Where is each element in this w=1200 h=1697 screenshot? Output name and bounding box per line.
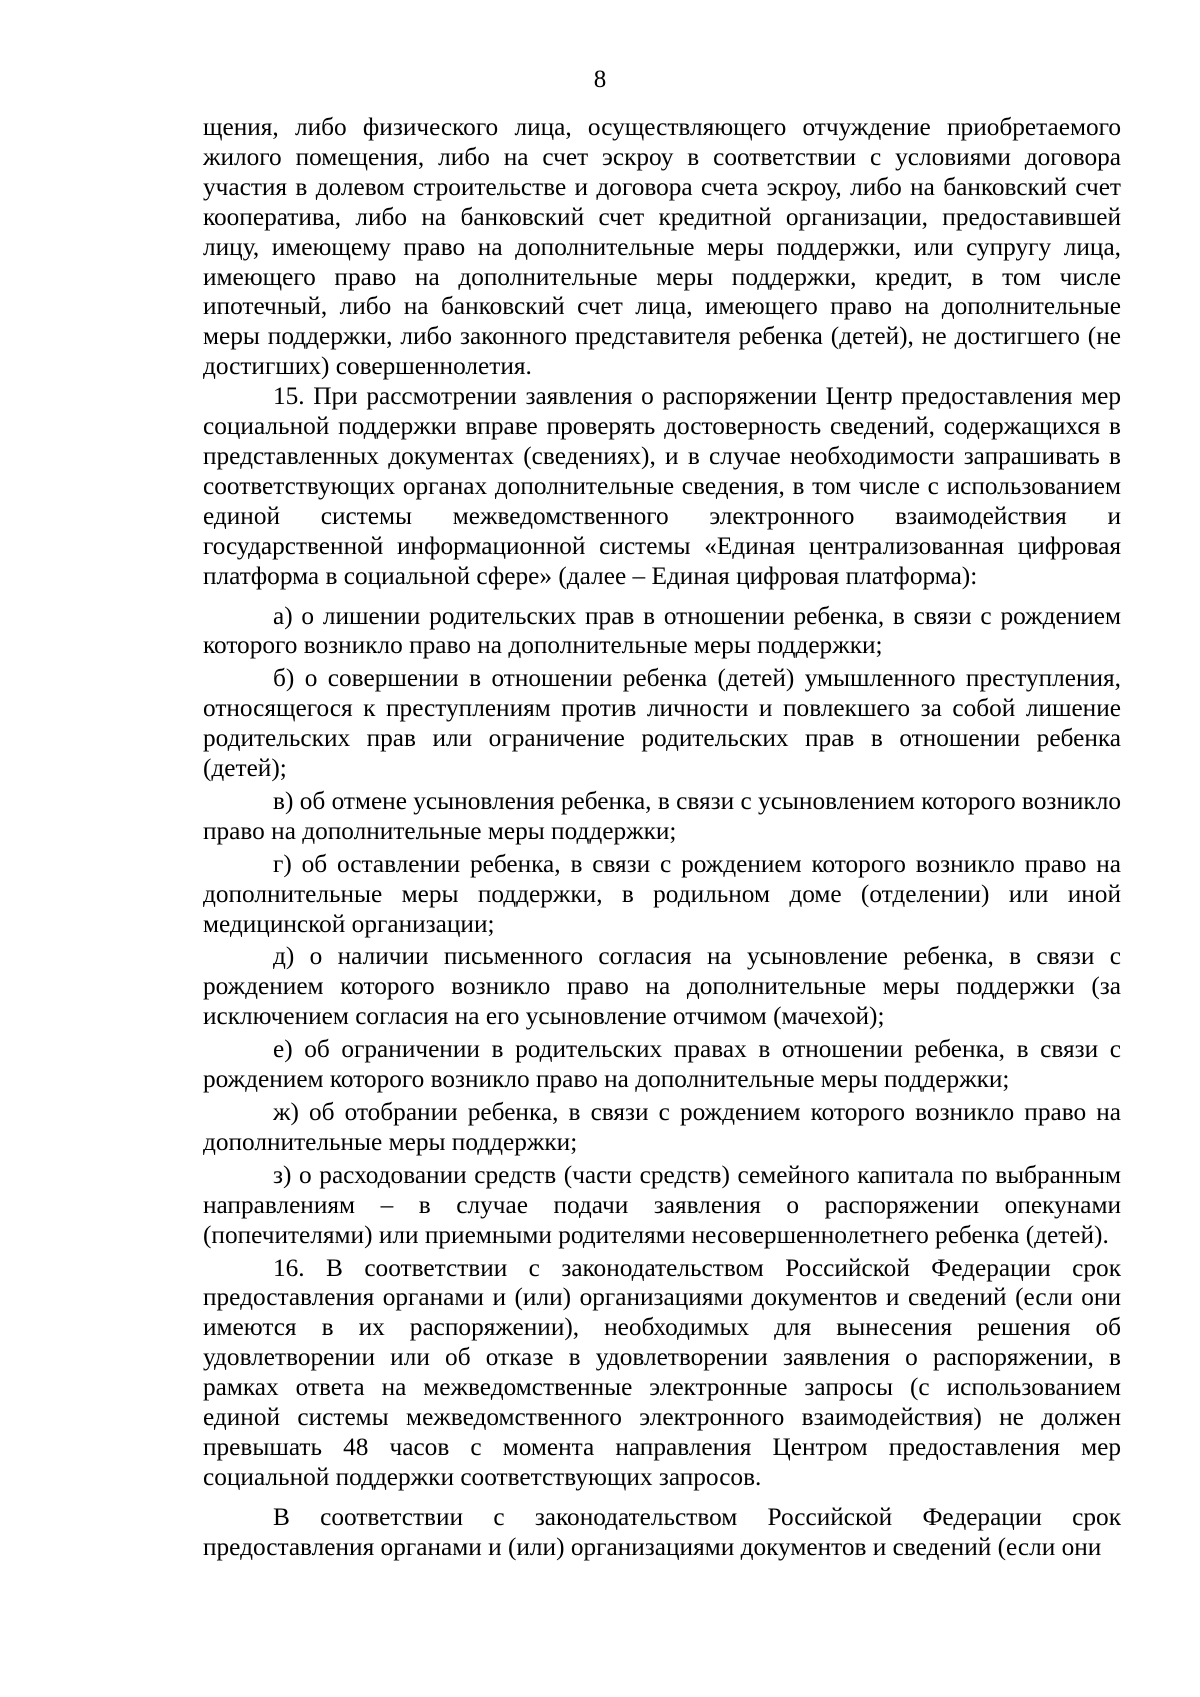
- paragraph-16: 16. В соответствии с законодательством Российской Федерации срок предоставления органами и (или) организациями документов и сведений (если они имеются в их распоряжении), необходимых для вынесения решения об удовлетворении или об отказе в удовлетворении заявления о распоряжении, в рамках ответа на межведомственные электронные запросы (с использованием единой системы межведомственного электронного взаимодействия) не должен превышать 48 часов с момента направления Центром предоставления мер социальной поддержки соответствующих запросов.: [203, 1253, 1121, 1491]
- paragraph: В соответствии с законодательством Российской Федерации срок предоставления органами и (или) организациями документов и сведений (если они: [203, 1502, 1121, 1561]
- list-item-v: в) об отмене усыновления ребенка, в связи с усыновлением которого возникло право на дополнительные меры поддержки;: [203, 786, 1121, 845]
- list-item-b: б) о совершении в отношении ребенка (детей) умышленного преступления, относящегося к преступлениям против личности и повлекшего за собой лишение родительских прав или ограничение родительских прав в отношении ребенка (детей);: [203, 664, 1121, 783]
- list-item-e: е) об ограничении в родительских правах в отношении ребенка, в связи с рождением которого возникло право на дополнительные меры поддержки;: [203, 1035, 1121, 1094]
- list-item-z: з) о расходовании средств (части средств) семейного капитала по выбранным направлениям – в случае подачи заявления о распоряжении опекунами (попечителями) или приемными родителями несовершеннолетнего ребенка (детей).: [203, 1160, 1121, 1249]
- list-item-d: д) о наличии письменного согласия на усыновление ребенка, в связи с рождением которого возникло право на дополнительные меры поддержки (за исключением согласия на его усыновление отчимом (мачехой);: [203, 942, 1121, 1031]
- paragraph: 15. При рассмотрении заявления о распоряжении Центр предоставления мер социальной поддержки вправе проверять достоверность сведений, содержащихся в представленных документах (сведениях), и в случае необходимости запрашивать в соответствующих органах дополнительные сведения, в том числе с использованием единой системы межведомственного электронного взаимодействия и государственной информационной системы «Единая централизованная цифровая платформа в социальной сфере» (далее – Единая цифровая платформа):: [203, 382, 1121, 590]
- list-item-g: г) об оставлении ребенка, в связи с рождением которого возникло право на дополнительные меры поддержки, в родильном доме (отделении) или иной медицинской организации;: [203, 849, 1121, 938]
- list-item-zh: ж) об отобрании ребенка, в связи с рождением которого возникло право на дополнительные меры поддержки;: [203, 1098, 1121, 1156]
- paragraph: щения, либо физического лица, осуществляющего отчуждение приобретаемого жилого помещения, либо на счет эскроу в соответствии с условиями договора участия в долевом строительстве и договора счета эскроу, либо на банковский счет кооператива, либо на банковский счет кредитной организации, предоставившей лицу, имеющему право на дополнительные меры поддержки, или супругу лица, имеющего право на дополнительные меры поддержки, кредит, в том числе ипотечный, либо на банковский счет лица, имеющего право на дополнительные меры поддержки, либо законного представителя ребенка (детей), не достигшего (не достигших) совершеннолетия.: [203, 113, 1121, 381]
- list-item-a: а) о лишении родительских прав в отношении ребенка, в связи с рождением которого возникло право на дополнительные меры поддержки;: [203, 601, 1121, 660]
- page-number: 8: [593, 66, 607, 93]
- document-body: [203, 113, 1121, 1563]
